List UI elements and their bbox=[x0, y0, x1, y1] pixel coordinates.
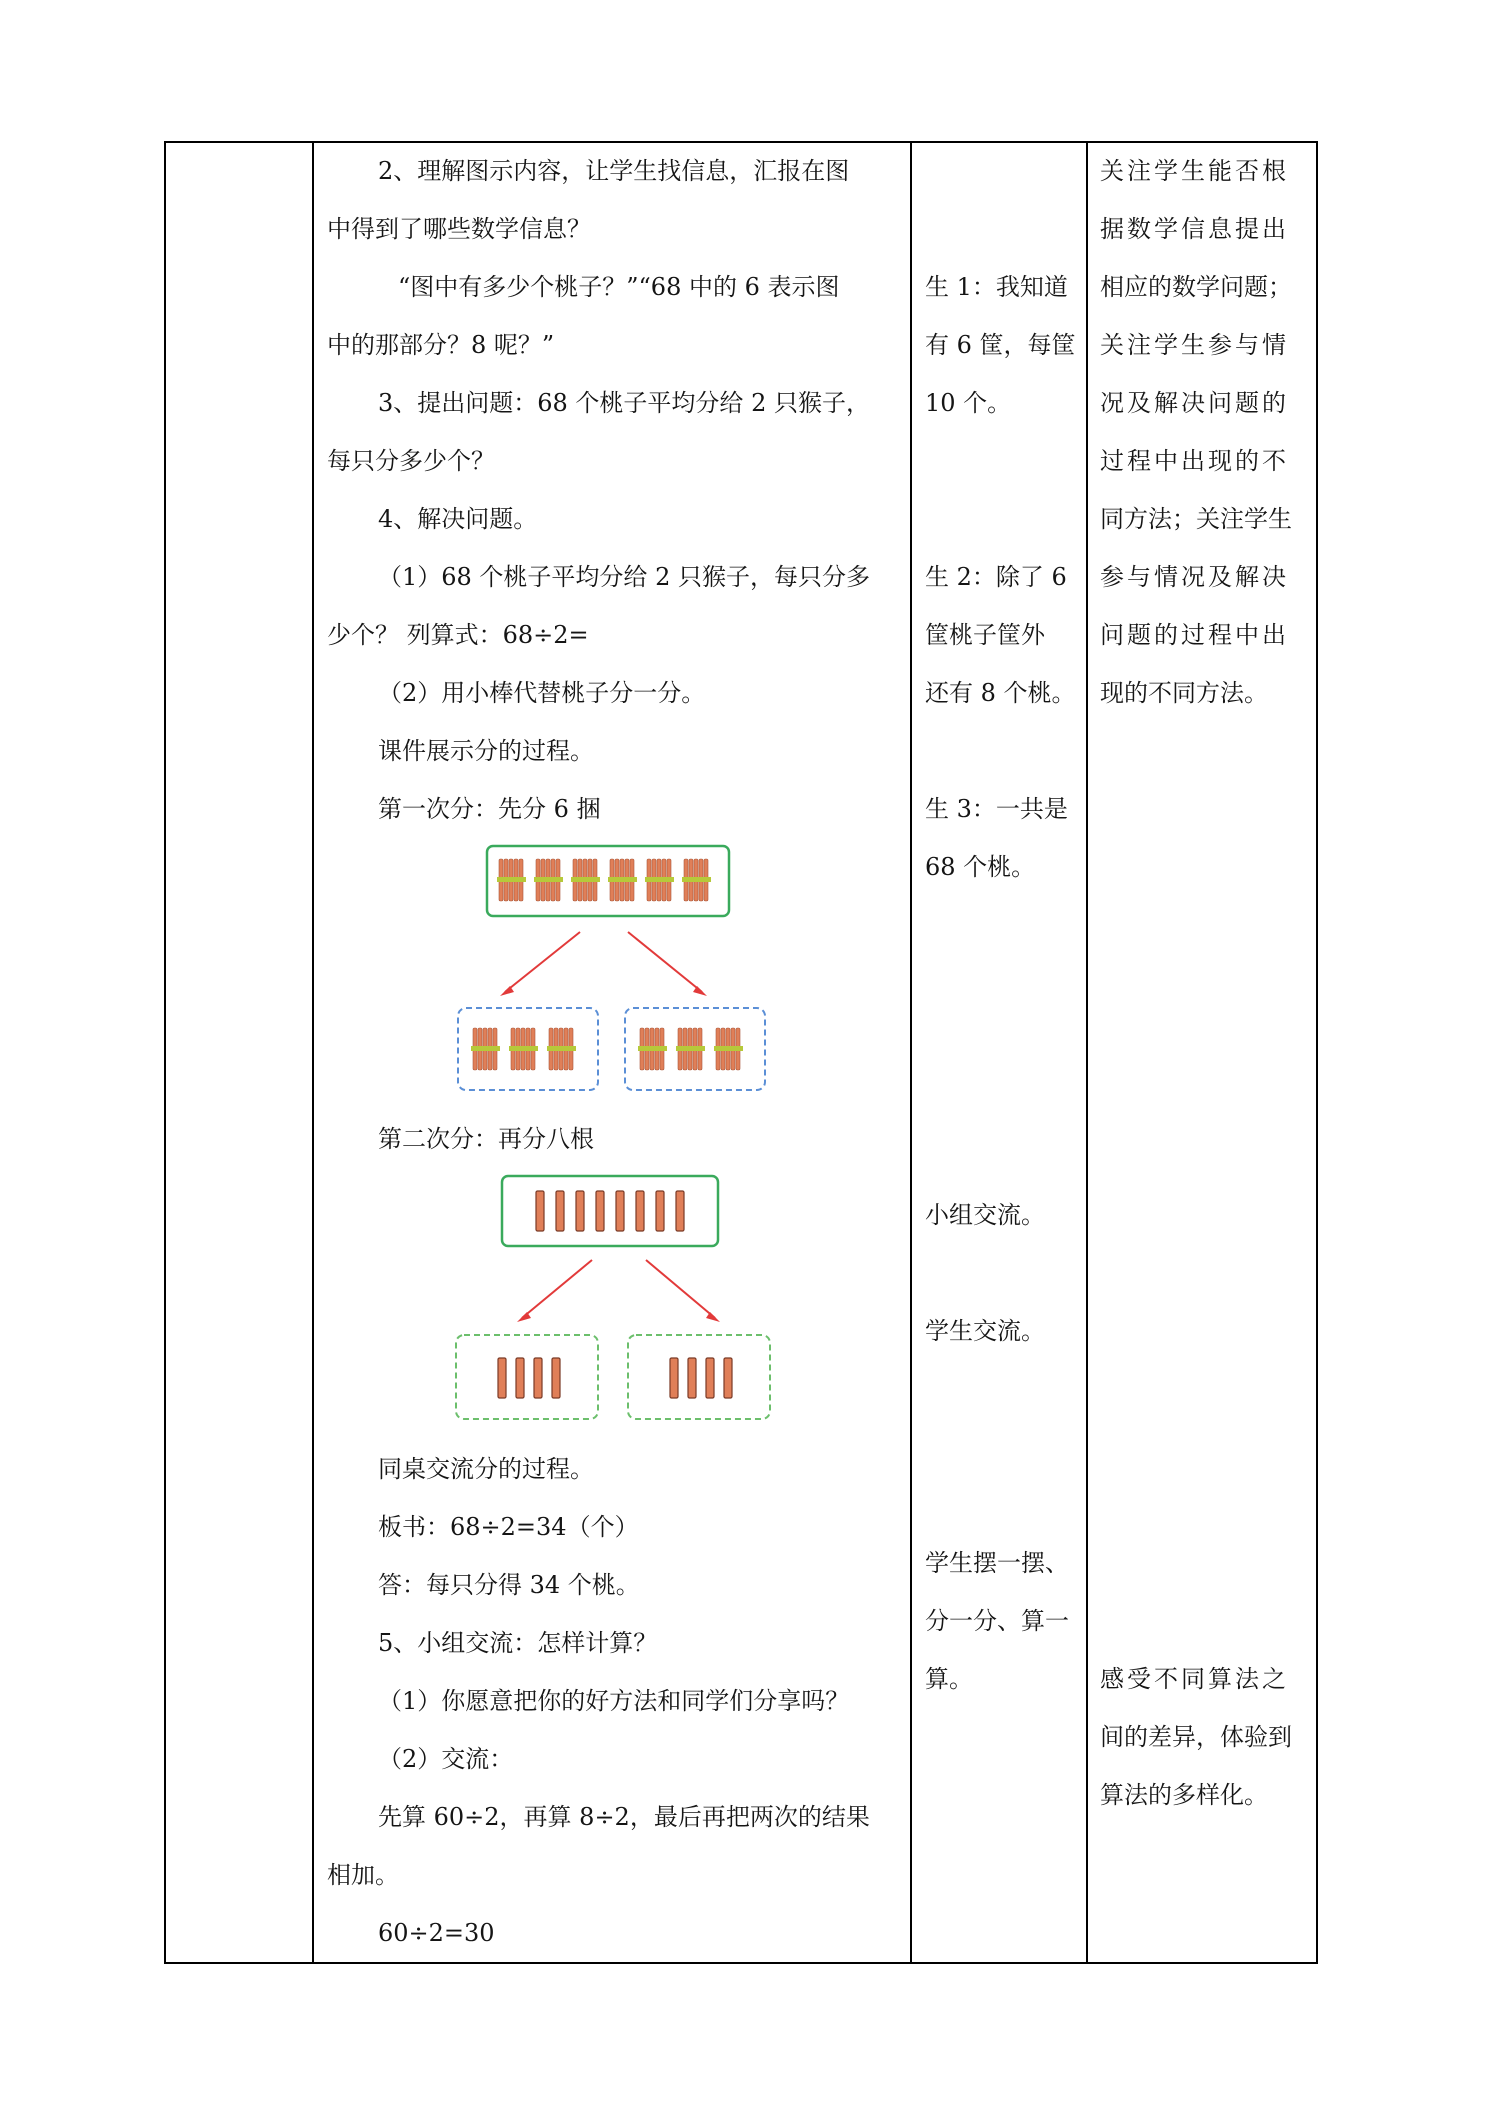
question-line1: “图中有多少个桃子？”“68 中的 6 表示图 bbox=[398, 273, 840, 301]
step4-1-line2: 少个？ 列算式：68÷2= bbox=[327, 621, 589, 649]
intent-a-line5: 况及解决问题的 bbox=[1100, 389, 1289, 417]
students-exchange: 学生交流。 bbox=[925, 1317, 1045, 1345]
table-bottom-border bbox=[164, 1962, 1318, 1964]
intent-b-line2: 间的差异，体验到 bbox=[1100, 1723, 1292, 1751]
student2-line2: 筐桃子筐外 bbox=[925, 621, 1045, 649]
single-stick-icon bbox=[636, 1191, 644, 1231]
courseware-show: 课件展示分的过程。 bbox=[378, 737, 594, 765]
step4-2: （2）用小棒代替桃子分一分。 bbox=[378, 679, 706, 707]
source-sticks-box bbox=[502, 1176, 718, 1246]
single-stick-icon bbox=[688, 1358, 696, 1398]
intent-a-line3: 相应的数学问题； bbox=[1100, 273, 1292, 301]
activity-line2: 分一分、算一 bbox=[925, 1607, 1069, 1635]
group-exchange: 小组交流。 bbox=[925, 1201, 1045, 1229]
table-right-border bbox=[1316, 141, 1318, 1964]
student1-line1: 生 1：我知道 bbox=[925, 273, 1068, 301]
intent-b-line3: 算法的多样化。 bbox=[1100, 1781, 1268, 1809]
arrow-left-2 bbox=[522, 1260, 592, 1318]
single-stick-icon bbox=[706, 1358, 714, 1398]
step5-heading: 5、小组交流：怎样计算？ bbox=[378, 1629, 658, 1657]
single-stick-icon bbox=[596, 1191, 604, 1231]
step4-1-line1: （1）68 个桃子平均分给 2 只猴子，每只分多 bbox=[378, 563, 870, 591]
intent-a-line4: 关注学生参与情 bbox=[1100, 331, 1289, 359]
activity-line1: 学生摆一摆、 bbox=[925, 1549, 1069, 1577]
single-stick-icon bbox=[536, 1191, 544, 1231]
single-stick-icon bbox=[676, 1191, 684, 1231]
question-line2: 中的那部分？8 呢？” bbox=[327, 331, 555, 359]
step5-3-line2: 相加。 bbox=[327, 1861, 399, 1889]
three-bundles-left-icon bbox=[471, 1028, 576, 1070]
stick-bundle-icon bbox=[571, 859, 600, 901]
column-divider-3 bbox=[1086, 141, 1088, 1964]
single-stick-icon bbox=[534, 1358, 542, 1398]
blackboard-writing: 板书：68÷2=34（个） bbox=[378, 1513, 639, 1541]
stick-bundle-icon bbox=[645, 859, 674, 901]
student3-line2: 68 个桃。 bbox=[925, 853, 1036, 881]
stick-division-figure bbox=[440, 1170, 800, 1430]
single-stick-icon bbox=[516, 1358, 524, 1398]
arrow-right-2 bbox=[646, 1260, 715, 1318]
deskmate-exchange: 同桌交流分的过程。 bbox=[378, 1455, 594, 1483]
intent-a-line10: 现的不同方法。 bbox=[1100, 679, 1268, 707]
first-division: 第一次分：先分 6 捆 bbox=[378, 795, 601, 823]
step3-line2: 每只分多少个？ bbox=[327, 447, 495, 475]
single-stick-icon bbox=[498, 1358, 506, 1398]
left-sticks-box bbox=[456, 1335, 598, 1419]
arrow-left bbox=[505, 932, 580, 992]
stick-bundle-icon bbox=[471, 1028, 500, 1070]
column-divider-2 bbox=[910, 141, 912, 1964]
step5-1: （1）你愿意把你的好方法和同学们分享吗？ bbox=[378, 1687, 850, 1715]
step4-heading: 4、解决问题。 bbox=[378, 505, 538, 533]
step2-line1: 2、理解图示内容，让学生找信息，汇报在图 bbox=[378, 157, 850, 185]
single-stick-icon bbox=[576, 1191, 584, 1231]
stick-bundle-icon bbox=[509, 1028, 538, 1070]
single-stick-icon bbox=[556, 1191, 564, 1231]
step2-line2: 中得到了哪些数学信息？ bbox=[327, 215, 591, 243]
student2-line1: 生 2：除了 6 bbox=[925, 563, 1067, 591]
intent-a-line9: 问题的过程中出 bbox=[1100, 621, 1289, 649]
activity-line3: 算。 bbox=[925, 1665, 973, 1693]
stick-bundle-icon bbox=[714, 1028, 743, 1070]
second-division: 第二次分：再分八根 bbox=[378, 1125, 594, 1153]
student1-line2: 有 6 筐，每筐 bbox=[925, 331, 1076, 359]
step3-line1: 3、提出问题：68 个桃子平均分给 2 只猴子， bbox=[378, 389, 870, 417]
step5-3-line1: 先算 60÷2，再算 8÷2，最后再把两次的结果 bbox=[378, 1803, 870, 1831]
single-stick-icon bbox=[656, 1191, 664, 1231]
table-left-border bbox=[164, 141, 166, 1964]
intent-b-line1: 感受不同算法之 bbox=[1100, 1665, 1289, 1693]
answer-text: 答：每只分得 34 个桃。 bbox=[378, 1571, 640, 1599]
student2-line3: 还有 8 个桃。 bbox=[925, 679, 1076, 707]
intent-a-line6: 过程中出现的不 bbox=[1100, 447, 1289, 475]
stick-bundle-icon bbox=[497, 859, 526, 901]
right-sticks-box bbox=[628, 1335, 770, 1419]
stick-bundle-icon bbox=[534, 859, 563, 901]
table-top-border bbox=[164, 141, 1318, 143]
single-stick-icon bbox=[616, 1191, 624, 1231]
single-stick-icon bbox=[552, 1358, 560, 1398]
step5-4: 60÷2=30 bbox=[378, 1919, 495, 1947]
stick-bundle-icon bbox=[676, 1028, 705, 1070]
step5-2: （2）交流： bbox=[378, 1745, 514, 1773]
arrow-right bbox=[628, 932, 702, 992]
stick-bundle-icon bbox=[638, 1028, 667, 1070]
intent-a-line7: 同方法；关注学生 bbox=[1100, 505, 1292, 533]
single-stick-icon bbox=[724, 1358, 732, 1398]
stick-bundle-icon bbox=[682, 859, 711, 901]
intent-a-line2: 据数学信息提出 bbox=[1100, 215, 1289, 243]
stick-bundle-icon bbox=[608, 859, 637, 901]
three-bundles-right-icon bbox=[638, 1028, 743, 1070]
single-stick-icon bbox=[670, 1358, 678, 1398]
bundle-division-figure bbox=[440, 840, 800, 1100]
intent-a-line1: 关注学生能否根 bbox=[1100, 157, 1289, 185]
student3-line1: 生 3：一共是 bbox=[925, 795, 1068, 823]
stick-bundle-icon bbox=[547, 1028, 576, 1070]
student1-line3: 10 个。 bbox=[925, 389, 1012, 417]
intent-a-line8: 参与情况及解决 bbox=[1100, 563, 1289, 591]
column-divider-1 bbox=[312, 141, 314, 1964]
